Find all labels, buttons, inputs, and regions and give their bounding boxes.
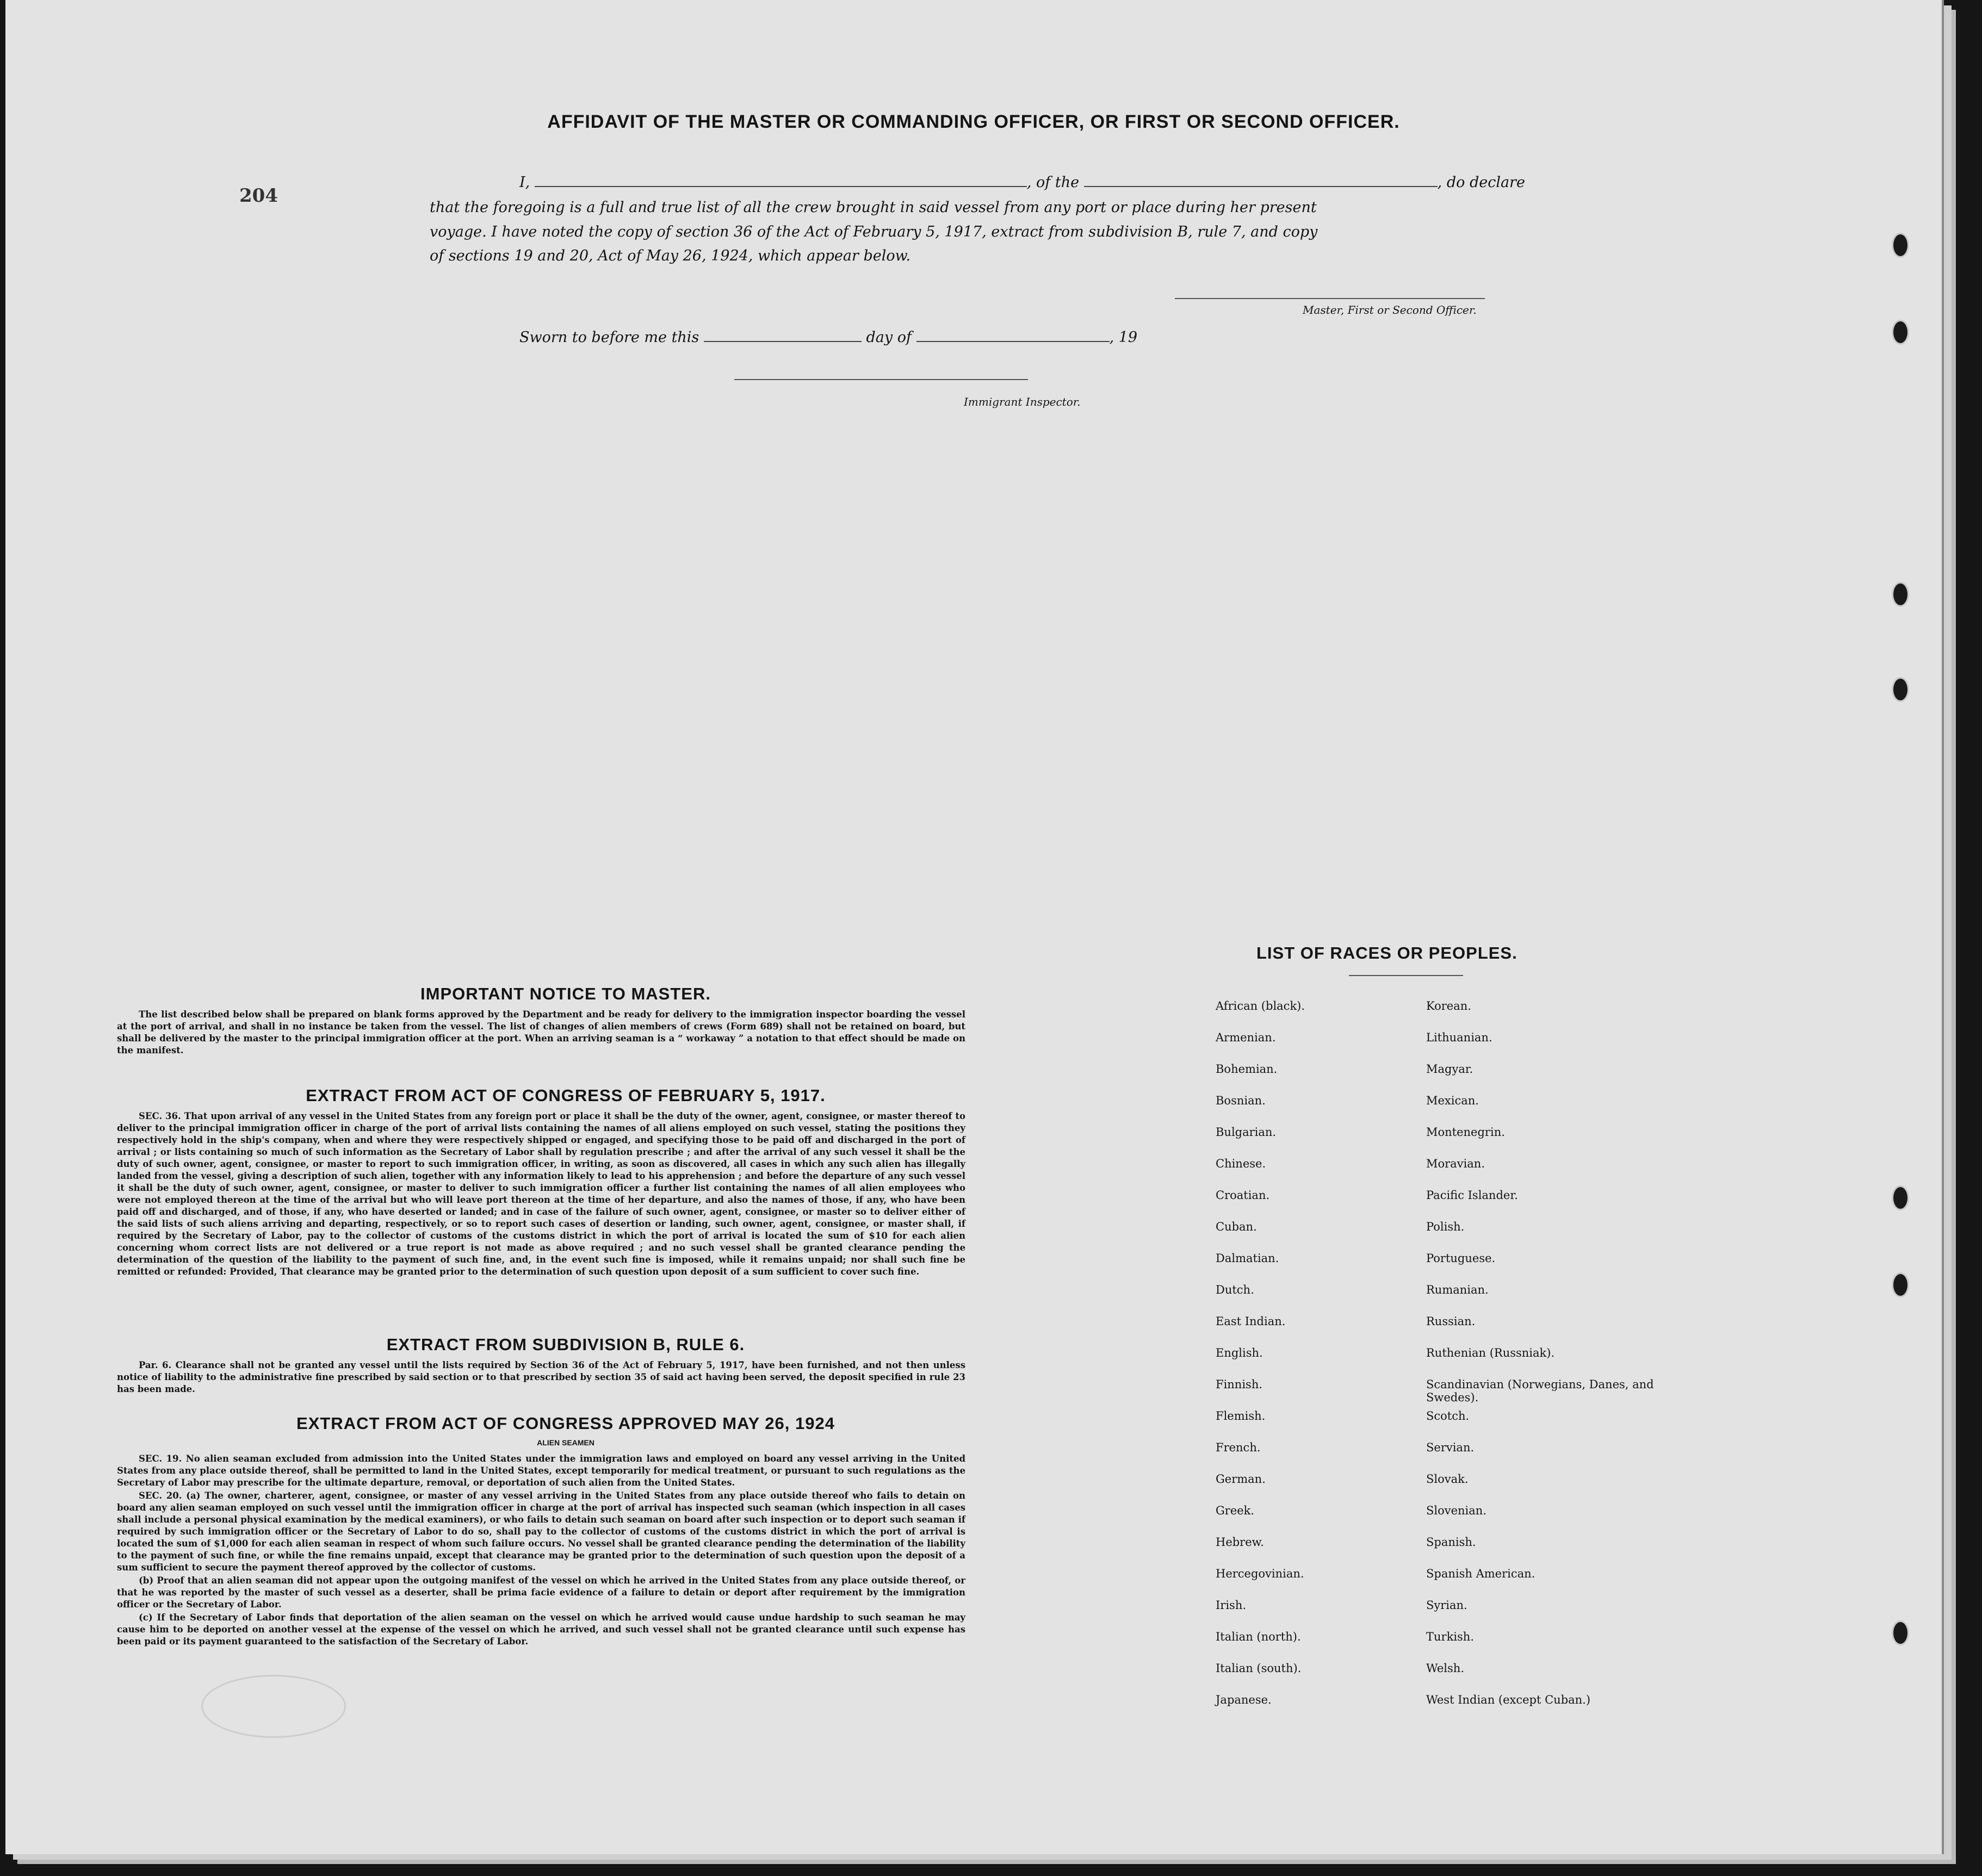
race-item: French. bbox=[1216, 1441, 1261, 1454]
race-item: German. bbox=[1216, 1473, 1266, 1486]
race-item: Montenegrin. bbox=[1426, 1126, 1505, 1139]
master-signature-label: Master, First or Second Officer. bbox=[1303, 303, 1477, 316]
affidavit-line-4: of sections 19 and 20, Act of May 26, 1924, which appear below. bbox=[430, 247, 911, 264]
inspector-signature-label: Immigrant Inspector. bbox=[964, 395, 1081, 408]
rule6-text bbox=[117, 1359, 965, 1396]
race-item: Mexican. bbox=[1426, 1094, 1479, 1107]
binder-hole bbox=[1892, 1185, 1909, 1210]
races-title-underline bbox=[1349, 975, 1463, 976]
affidavit-line-1 bbox=[519, 173, 1525, 191]
race-item: Croatian. bbox=[1216, 1189, 1270, 1202]
affidavit-declare: , do declare bbox=[1437, 174, 1525, 191]
notice-title: IMPORTANT NOTICE TO MASTER. bbox=[420, 984, 711, 1003]
notice-text bbox=[117, 1009, 965, 1058]
race-item: Bosnian. bbox=[1216, 1094, 1266, 1107]
race-item: Spanish American. bbox=[1426, 1567, 1535, 1580]
race-item: Spanish. bbox=[1426, 1536, 1476, 1549]
race-item: Magyar. bbox=[1426, 1063, 1473, 1076]
race-item: Italian (north). bbox=[1216, 1630, 1301, 1643]
sworn-day-of: day of bbox=[866, 329, 912, 346]
race-item: Greek. bbox=[1216, 1504, 1255, 1517]
race-item: West Indian (except Cuban.) bbox=[1426, 1693, 1591, 1706]
race-item: Scandinavian (Norwegians, Danes, and Swedes). bbox=[1426, 1378, 1654, 1404]
race-item: Korean. bbox=[1426, 999, 1471, 1012]
sworn-year: , 19 bbox=[1109, 329, 1138, 346]
race-item: Italian (south). bbox=[1216, 1662, 1302, 1675]
race-item: African (black). bbox=[1216, 999, 1305, 1012]
race-item: Hebrew. bbox=[1216, 1536, 1264, 1549]
sec-20a-paragraph: SEC. 20. (a) The owner, charterer, agent, consignee, or master of any vessel arriving in the United States from any place outside thereof who fails to detain on board any alien seaman employed on such vessel until the immigration officer in charge at the port of arrival has inspected such seaman (which inspection in all cases shall include a personal physical examination by the medical examiners), or who fails to detain such seaman on board after such inspection or to deport such seaman if required by such immigration officer or the Secretary of Labor to do so, shall pay to the collector of customs of the customs district in which the port of arrival is located the sum of $1,000 for each alien seaman in respect of whom such failure occurs. No vessel shall be granted clearance pending the determination of the liability to the payment of such fine, or while the fine remains unpaid, except that clearance may be granted prior to the determination of such question upon the deposit of a sum sufficient to secure the payment thereof approved by the collector of customs. bbox=[117, 1490, 965, 1573]
races-title: LIST OF RACES OR PEOPLES. bbox=[1256, 943, 1518, 962]
race-item: Russian. bbox=[1426, 1315, 1476, 1328]
binder-hole bbox=[1892, 677, 1909, 702]
binder-hole bbox=[1892, 1620, 1909, 1645]
sworn-month-blank[interactable] bbox=[916, 328, 1110, 342]
manifest-page bbox=[5, 0, 1944, 1854]
race-item: Dalmatian. bbox=[1216, 1252, 1279, 1265]
notice-paragraph: The list described below shall be prepared on blank forms approved by the Department and be ready for delivery to the immigration inspector boarding the vessel at the port of arrival, and shall in no instance be taken from the vessel. The list of changes of alien members of crews (Form 689) shall not be retained on board, but shall be delivered by the master to the principal immigration officer at the port. When an arriving seaman is a “ workaway ” a notation to that effect should be made on the manifest. bbox=[117, 1009, 965, 1055]
race-item: English. bbox=[1216, 1346, 1263, 1359]
race-item: Irish. bbox=[1216, 1599, 1247, 1612]
handwritten-number: 204 bbox=[239, 185, 278, 207]
binder-hole bbox=[1892, 1272, 1909, 1297]
affidavit-i: I, bbox=[519, 174, 530, 191]
race-item: Ruthenian (Russniak). bbox=[1426, 1346, 1555, 1359]
sworn-line bbox=[519, 328, 1137, 346]
races-column-2 bbox=[1426, 999, 1655, 1725]
sec-36-paragraph: SEC. 36. That upon arrival of any vessel in the United States from any foreign port or place it shall be the duty of the owner, agent, consignee, or master thereof to deliver to the principal immigration officer in charge of the port of arrival lists containing the names of all aliens employed on such vessel, stating the positions they respectively hold in the ship's company, when and where they were respectively shipped or engaged, and specifying those to be paid off and discharged in the port of arrival ; or lists containing so much of such information as the Secretary of Labor shall by regulation prescribe ; and after the arrival of any such vessel it shall be the duty of such owner, agent, consignee, or master to report to such immigration officer, in writing, as soon as discovered, all cases in which any such alien has illegally landed from the vessel, giving a description of such alien, together with any information likely to lead to his apprehension ; and before the departure of any such vessel it shall be the duty of such owner, agent, consignee, or master to deliver to such immigration officer a further list containing the names of all alien employees who were not employed thereon at the time of the arrival but who will leave port thereon at the time of her departure, and also the names of those, if any, who have been paid off and discharged, and of those, if any, who have deserted or landed; and in case of the failure of such owner, agent, consignee, or master so to deliver either of the said lists of such aliens arriving and departing, respectively, or so to report such cases of desertion or landing, such owner, agent, consignee, or master shall, if required by the Secretary of Labor, pay to the collector of customs of the customs district in which the port of arrival is located the sum of $10 for each alien concerning whom correct lists are not delivered or a true report is not made as above required ; and no such vessel shall be granted clearance pending the determination of the question of the liability to the payment of such fine, and, in the event such fine is imposed, while it remains unpaid; nor shall such fine be remitted or refunded: Provided, That clearance may be granted prior to the determination of such question upon deposit of a sum sufficient to cover such fine. bbox=[117, 1111, 965, 1277]
race-item: Cuban. bbox=[1216, 1220, 1257, 1233]
race-item: Lithuanian. bbox=[1426, 1031, 1492, 1044]
race-item: Slovak. bbox=[1426, 1473, 1469, 1486]
extract-1924-title: EXTRACT FROM ACT OF CONGRESS APPROVED MAY 26, 1924 bbox=[296, 1414, 835, 1433]
race-item: Dutch. bbox=[1216, 1283, 1254, 1296]
rule6-title: EXTRACT FROM SUBDIVISION B, RULE 6. bbox=[386, 1335, 745, 1354]
sec-19-paragraph: SEC. 19. No alien seaman excluded from admission into the United States under the immigration laws and employed on board any vessel arriving in the United States from any place outside thereof, shall be permitted to land in the United States, except temporarily for medical treatment, or pursuant to such regulations as the Secretary of Labor may prescribe for the ultimate departure, removal, or deportation of such alien from the United States. bbox=[117, 1453, 965, 1488]
alien-seamen-subtitle: ALIEN SEAMEN bbox=[537, 1438, 594, 1447]
race-item: Slovenian. bbox=[1426, 1504, 1486, 1517]
affidavit-of-the: , of the bbox=[1026, 174, 1080, 191]
race-item: Hercegovinian. bbox=[1216, 1567, 1304, 1580]
sec-20c-paragraph: (c) If the Secretary of Labor finds that deportation of the alien seaman on the vessel on which he arrived would cause undue hardship to such seaman he may cause him to be deported on another vessel at the expense of the vessel on which he arrived, and such vessel shall not be granted clearance until such expense has been paid or its payment guaranteed to the satisfaction of the Secretary of Labor. bbox=[117, 1612, 965, 1647]
race-item: Bohemian. bbox=[1216, 1063, 1278, 1076]
master-signature-line[interactable] bbox=[1175, 298, 1485, 299]
race-item: Flemish. bbox=[1216, 1409, 1266, 1422]
race-item: East Indian. bbox=[1216, 1315, 1286, 1328]
extract-1924-text bbox=[117, 1453, 965, 1649]
sworn-before: Sworn to before me this bbox=[519, 329, 699, 346]
race-item: Rumanian. bbox=[1426, 1283, 1489, 1296]
binder-hole bbox=[1892, 582, 1909, 607]
inspector-signature-line[interactable] bbox=[734, 379, 1028, 380]
extract-1917-text bbox=[117, 1110, 965, 1279]
race-item: Finnish. bbox=[1216, 1378, 1263, 1391]
race-item: Turkish. bbox=[1426, 1630, 1474, 1643]
race-item: Armenian. bbox=[1216, 1031, 1276, 1044]
binder-hole bbox=[1892, 320, 1909, 345]
race-item: Chinese. bbox=[1216, 1157, 1266, 1170]
race-item: Portuguese. bbox=[1426, 1252, 1496, 1265]
master-name-blank[interactable] bbox=[535, 173, 1027, 187]
affidavit-title: AFFIDAVIT OF THE MASTER OR COMMANDING OFFICER, OR FIRST OR SECOND OFFICER. bbox=[547, 111, 1400, 132]
race-item: Servian. bbox=[1426, 1441, 1475, 1454]
par-6-paragraph: Par. 6. Clearance shall not be granted any vessel until the lists required by Section 36 of the Act of February 5, 1917, have been furnished, and not then unless notice of liability to the administrative fine prescribed by said section or to that prescribed by section 35 of said act having been served, the deposit specified in rule 23 has been made. bbox=[117, 1360, 965, 1394]
sec-20b-paragraph: (b) Proof that an alien seaman did not appear upon the outgoing manifest of the vessel on which he arrived in the United States from any place outside thereof, or that he was reported by the master of such vessel as a deserter, shall be prima facie evidence of a failure to detain or deport after requirement by the immigration officer or the Secretary of Labor. bbox=[117, 1575, 965, 1610]
race-item: Japanese. bbox=[1216, 1693, 1272, 1706]
affidavit-line-2: that the foregoing is a full and true list of all the crew brought in said vessel from any port or place during her present bbox=[430, 199, 1317, 216]
binder-hole bbox=[1892, 233, 1909, 258]
port-stamp bbox=[201, 1675, 346, 1738]
race-item: Moravian. bbox=[1426, 1157, 1485, 1170]
vessel-name-blank[interactable] bbox=[1084, 173, 1438, 187]
race-item: Syrian. bbox=[1426, 1599, 1467, 1612]
sworn-day-blank[interactable] bbox=[704, 328, 862, 342]
races-column-1 bbox=[1216, 999, 1444, 1725]
race-item: Polish. bbox=[1426, 1220, 1465, 1233]
race-item: Pacific Islander. bbox=[1426, 1189, 1518, 1202]
affidavit-line-3: voyage. I have noted the copy of section 36 of the Act of February 5, 1917, extract from subdivision B, rule 7, and copy bbox=[430, 223, 1318, 240]
extract-1917-title: EXTRACT FROM ACT OF CONGRESS OF FEBRUARY 5, 1917. bbox=[306, 1086, 826, 1105]
race-item: Scotch. bbox=[1426, 1409, 1470, 1422]
race-item: Welsh. bbox=[1426, 1662, 1464, 1675]
race-item: Bulgarian. bbox=[1216, 1126, 1277, 1139]
